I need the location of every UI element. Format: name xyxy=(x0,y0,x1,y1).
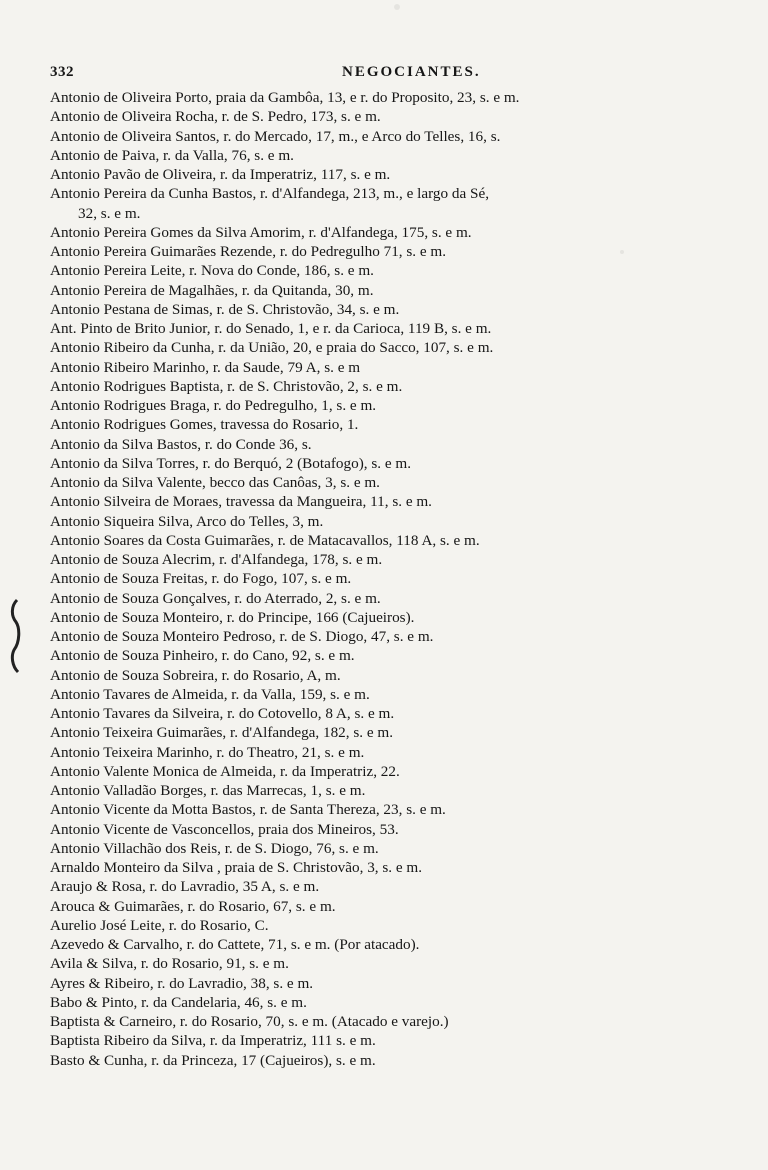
merchant-entry: Antonio da Silva Valente, becco das Canôas, 3, s. e m. xyxy=(50,474,380,491)
merchant-entry: Arnaldo Monteiro da Silva , praia de S. Christovão, 3, s. e m. xyxy=(50,859,423,876)
merchant-entry: Antonio Pavão de Oliveira, r. da Imperatriz, 117, s. e m. xyxy=(50,166,391,183)
merchant-entry: Araujo & Rosa, r. do Lavradio, 35 A, s. e m. xyxy=(50,878,320,896)
merchant-entry: Aurelio José Leite, r. do Rosario, C. xyxy=(50,916,269,934)
merchant-entry: Arouca & Guimarães, r. do Rosario, 67, s. e m. xyxy=(50,897,336,915)
merchant-entry: Antonio Ribeiro Marinho, r. da Saude, 79 A, s. e m xyxy=(50,358,361,376)
merchant-entry: Babo & Pinto, r. da Candelaria, 46, s. e m. xyxy=(50,993,307,1011)
merchant-entry: Antonio de Souza Alecrim, r. d'Alfandega, 178, s. e m. xyxy=(50,551,383,568)
merchant-entry: Antonio Pestana de Simas, r. de S. Christovão, 34, s. e m. xyxy=(50,300,400,318)
merchant-entry: Antonio Siqueira Silva, Arco do Telles, 3, m. xyxy=(50,512,324,530)
merchant-entry: Antonio de Souza Freitas, r. do Fogo, 107, s. e m. xyxy=(50,570,352,588)
merchant-entry: Antonio de Souza Monteiro, r. do Principe, 166 (Cajueiros). xyxy=(50,608,415,626)
merchant-entry: Basto & Cunha, r. da Princeza, 17 (Cajueiros), s. e m. xyxy=(50,1051,376,1069)
paper-smudge xyxy=(620,250,624,254)
merchant-entry: Antonio Rodrigues Braga, r. do Pedregulho, 1, s. e m. xyxy=(50,397,377,414)
merchant-entry: Ant. Pinto de Brito Junior, r. do Senado, 1, e r. da Carioca, 119 B, s. e m. xyxy=(50,320,492,337)
merchant-entry-continuation: 32, s. e m. xyxy=(78,204,141,222)
merchant-entry: Antonio de Oliveira Santos, r. do Mercado, 17, m., e Arco do Telles, 16, s. xyxy=(50,127,501,145)
margin-bracket-mark xyxy=(8,598,22,674)
merchant-entry: Baptista & Carneiro, r. do Rosario, 70, s. e m. (Atacado e varejo.) xyxy=(50,1013,449,1030)
merchant-entry: Antonio de Souza Monteiro Pedroso, r. de S. Diogo, 47, s. e m. xyxy=(50,628,434,645)
merchant-entry: Antonio Rodrigues Baptista, r. de S. Christovão, 2, s. e m. xyxy=(50,377,403,395)
merchant-entry: Antonio Pereira da Cunha Bastos, r. d'Alfandega, 213, m., e largo da Sé, xyxy=(50,185,490,203)
merchant-entry: Antonio Soares da Costa Guimarães, r. de Matacavallos, 118 A, s. e m. xyxy=(50,531,480,549)
merchant-entry: Antonio de Oliveira Porto, praia da Gambôa, 13, e r. do Proposito, 23, s. e m. xyxy=(50,89,520,106)
merchant-entry: Antonio de Souza Gonçalves, r. do Aterrado, 2, s. e m. xyxy=(50,589,381,607)
merchant-entry: Antonio Silveira de Moraes, travessa da Mangueira, 11, s. e m. xyxy=(50,493,432,511)
merchant-entry: Antonio Vicente da Motta Bastos, r. de Santa Thereza, 23, s. e m. xyxy=(50,801,446,819)
merchant-list xyxy=(50,88,750,1070)
page-number: 332 xyxy=(50,64,74,80)
merchant-entry: Antonio Rodrigues Gomes, travessa do Rosario, 1. xyxy=(50,416,359,434)
running-head: NEGOCIANTES. xyxy=(342,64,481,80)
merchant-entry: Antonio Villachão dos Reis, r. de S. Diogo, 76, s. e m. xyxy=(50,839,379,857)
merchant-entry: Antonio de Oliveira Rocha, r. de S. Pedro, 173, s. e m. xyxy=(50,108,381,126)
page-header xyxy=(50,64,690,86)
merchant-entry: Antonio Tavares da Silveira, r. do Cotovello, 8 A, s. e m. xyxy=(50,705,395,722)
merchant-entry: Antonio de Paiva, r. da Valla, 76, s. e m. xyxy=(50,146,294,164)
merchant-entry: Antonio Pereira Gomes da Silva Amorim, r. d'Alfandega, 175, s. e m. xyxy=(50,223,472,241)
paper-smudge xyxy=(394,4,400,10)
merchant-entry: Antonio Pereira de Magalhães, r. da Quitanda, 30, m. xyxy=(50,281,374,299)
merchant-entry: Antonio Valente Monica de Almeida, r. da Imperatriz, 22. xyxy=(50,762,400,780)
merchant-entry: Antonio Vicente de Vasconcellos, praia dos Mineiros, 53. xyxy=(50,820,399,838)
merchant-entry: Antonio de Souza Pinheiro, r. do Cano, 92, s. e m. xyxy=(50,647,355,665)
merchant-entry: Antonio de Souza Sobreira, r. do Rosario, A, m. xyxy=(50,666,341,684)
merchant-entry: Antonio Pereira Leite, r. Nova do Conde, 186, s. e m. xyxy=(50,262,374,280)
merchant-entry: Antonio Valladão Borges, r. das Marrecas, 1, s. e m. xyxy=(50,782,366,799)
merchant-entry: Azevedo & Carvalho, r. do Cattete, 71, s. e m. (Por atacado). xyxy=(50,936,420,953)
merchant-entry: Antonio Tavares de Almeida, r. da Valla, 159, s. e m. xyxy=(50,685,370,703)
merchant-entry: Avila & Silva, r. do Rosario, 91, s. e m. xyxy=(50,955,289,973)
merchant-entry: Baptista Ribeiro da Silva, r. da Imperatriz, 111 s. e m. xyxy=(50,1032,376,1050)
merchant-entry: Antonio Teixeira Guimarães, r. d'Alfandega, 182, s. e m. xyxy=(50,724,394,742)
merchant-entry: Antonio da Silva Torres, r. do Berquó, 2 (Botafogo), s. e m. xyxy=(50,454,411,472)
merchant-entry: Antonio Teixeira Marinho, r. do Theatro, 21, s. e m. xyxy=(50,743,365,761)
merchant-entry: Ayres & Ribeiro, r. do Lavradio, 38, s. e m. xyxy=(50,974,314,992)
merchant-entry: Antonio Ribeiro da Cunha, r. da União, 20, e praia do Sacco, 107, s. e m. xyxy=(50,339,494,357)
merchant-entry: Antonio Pereira Guimarães Rezende, r. do Pedregulho 71, s. e m. xyxy=(50,243,447,260)
merchant-entry: Antonio da Silva Bastos, r. do Conde 36, s. xyxy=(50,435,312,453)
